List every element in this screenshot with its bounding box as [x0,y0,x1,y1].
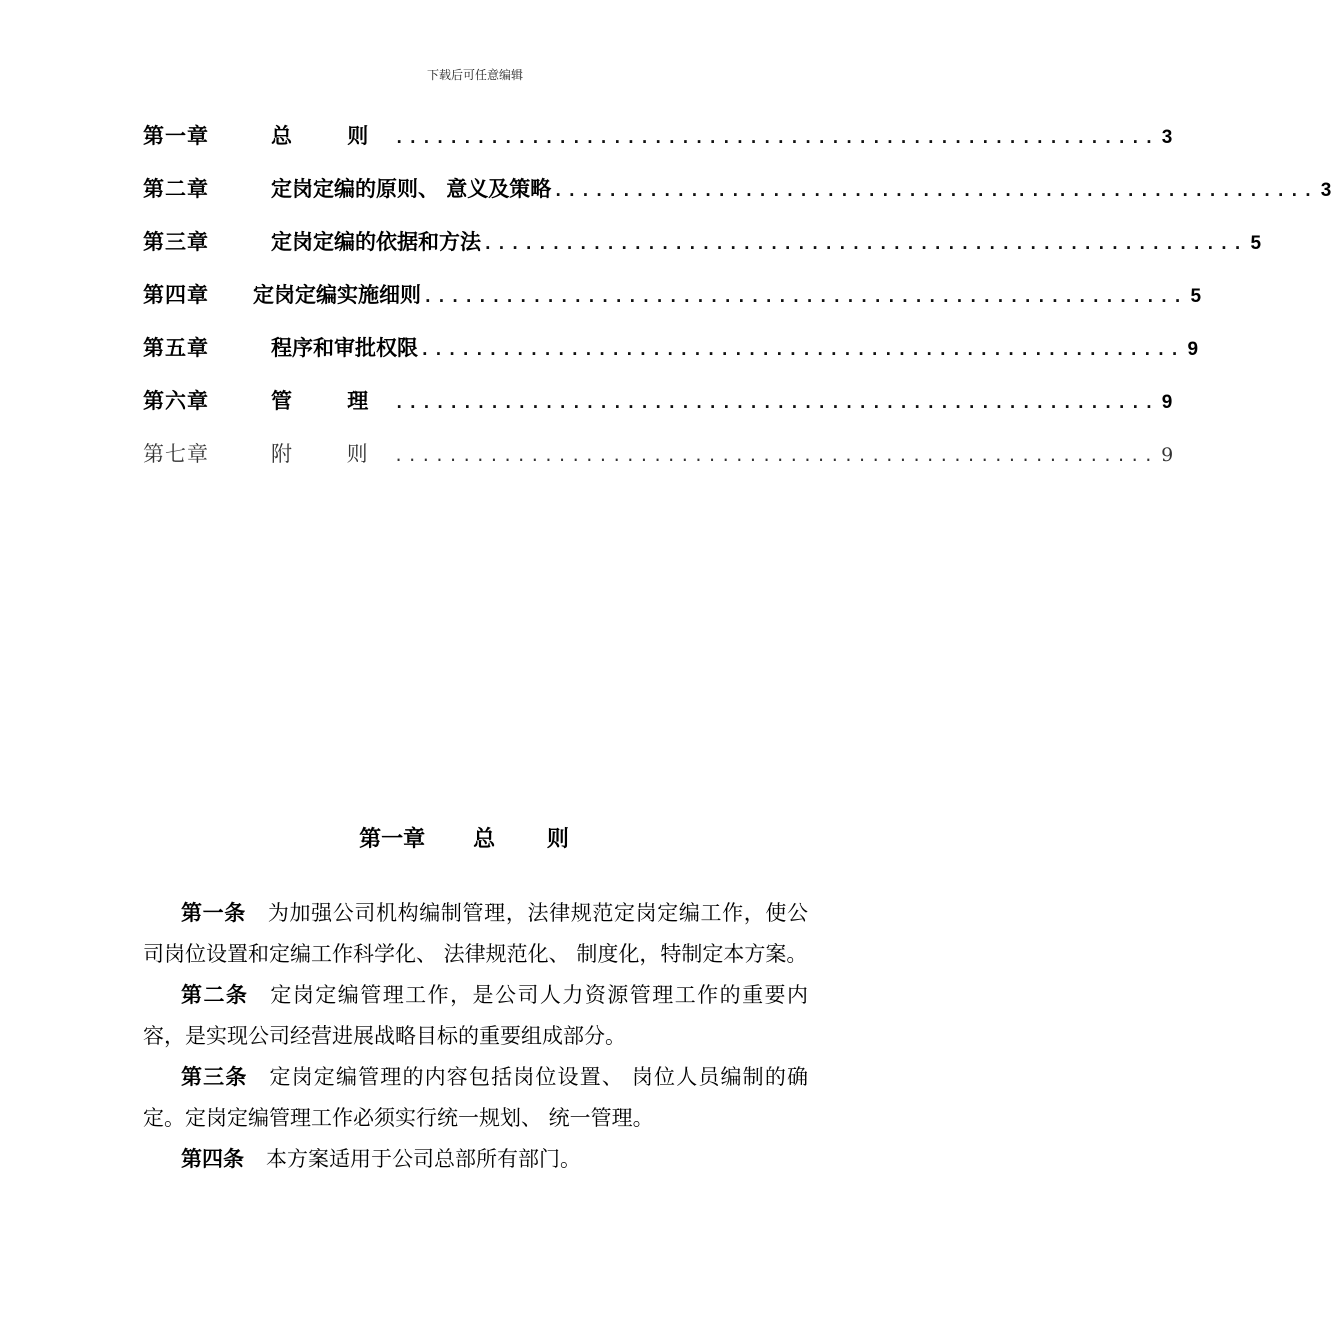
article-paragraph [143,1139,808,1180]
toc-entry-1[interactable] [143,118,1173,171]
toc-chapter-label: 第六章 [143,389,209,413]
toc-entry-6[interactable] [143,383,1173,436]
toc-page-number: 5 [1190,286,1202,307]
article-text: 为加强公司机构编制管理，法律规范定岗定编工作，使公司岗位设置和定编工作科学化、 法律规范化、 制度化，特制定本方案。 [143,901,808,966]
toc-entry-5[interactable] [143,330,1199,383]
toc-leader-dots: ........................................................ [553,181,1317,200]
page-header-note: 下载后可任意编辑 [426,68,523,82]
toc-chapter-label: 第三章 [143,230,209,254]
toc-leader-dots: ........................................................ [394,393,1158,412]
toc-page-number: 9 [1187,339,1199,360]
toc-title: 管 理 [271,389,393,413]
toc-title: 定岗定编的依据和方法 [271,230,481,254]
toc-chapter-label: 第二章 [143,177,209,201]
toc-page-number: 3 [1161,127,1173,148]
toc-chapter-label: 第五章 [143,336,209,360]
toc-page-number: 3 [1320,180,1331,201]
toc-leader-dots: ........................................................ [423,287,1187,306]
article-text: 定岗定编管理工作，是公司人力资源管理工作的重要内容，是实现公司经营进展战略目标的重要组成部分。 [143,983,809,1048]
toc-leader-dots: ........................................................ [394,128,1158,147]
toc-title: 附 则 [271,442,392,466]
chapter-heading-number: 第一章 [359,827,426,852]
article-paragraph [143,893,808,975]
table-of-contents [143,118,1331,489]
toc-page-number: 9 [1161,392,1173,413]
article-paragraph [143,1057,808,1139]
toc-title: 定岗定编的原则、 意义及策略 [271,177,552,201]
toc-entry-3[interactable] [143,224,1262,277]
toc-title: 程序和审批权限 [271,336,418,360]
toc-page-number: 5 [1250,233,1262,254]
article-label: 第二条 [181,983,249,1007]
article-label: 第一条 [181,901,246,925]
toc-title: 定岗定编实施细则 [253,283,421,307]
toc-entry-4[interactable] [143,277,1202,330]
chapter-body [143,893,808,1180]
article-label: 第四条 [181,1147,244,1171]
toc-leader-dots: ........................................................ [483,234,1247,253]
article-text: 本方案适用于公司总部所有部门。 [266,1147,581,1171]
chapter-heading [0,822,950,853]
article-paragraph [143,975,808,1057]
toc-leader-dots: ........................................................ [420,340,1184,359]
toc-chapter-label: 第一章 [143,124,209,148]
toc-leader-dots: ........................................................ [393,446,1158,465]
toc-entry-2[interactable] [143,171,1331,224]
toc-chapter-label: 第七章 [143,442,209,466]
chapter-heading-title: 总 则 [473,827,591,852]
toc-title: 总 则 [271,124,393,148]
toc-entry-7[interactable] [143,436,1174,489]
toc-chapter-label: 第四章 [143,283,209,307]
article-text: 定岗定编管理的内容包括岗位设置、 岗位人员编制的确定。定岗定编管理工作必须实行统一规划、 统一管理。 [143,1065,808,1130]
article-label: 第三条 [181,1065,248,1089]
toc-page-number: 9 [1161,444,1174,466]
